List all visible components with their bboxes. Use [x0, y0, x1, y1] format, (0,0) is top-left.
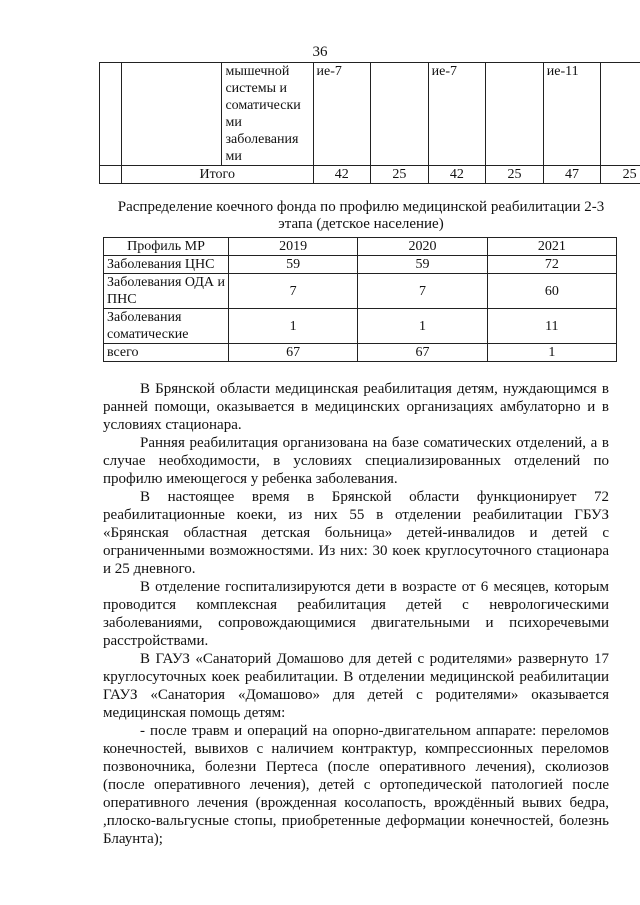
- profile-line: соматически: [225, 98, 301, 113]
- profile-cell: Заболевания ОДА и ПНС: [104, 274, 229, 309]
- section-title: Распределение коечного фонда по профилю медицинской реабилитации 2-3 этапа (детское население): [117, 199, 605, 232]
- column-header: Профиль МР: [104, 238, 229, 256]
- value-cell: 72: [487, 256, 616, 274]
- total-row: [100, 166, 640, 184]
- paragraph: В отделение госпитализируются дети в возрасте от 6 месяцев, которым проводится комплексная реабилитация детей с неврологическими заболеваниями, сопровождающимися двигательными и психоречевыми расстройствами.: [103, 579, 609, 649]
- profile-cell: Заболевания соматические: [104, 309, 229, 344]
- profile-cell: [222, 63, 313, 166]
- table-row: [104, 309, 617, 344]
- value-cell: 7: [358, 274, 487, 309]
- table-cell: [486, 63, 544, 166]
- total-value: 47: [543, 166, 601, 184]
- table-row: [104, 256, 617, 274]
- profile-line: мышечной: [225, 64, 290, 79]
- value-cell: 1: [358, 309, 487, 344]
- profile-line: ми: [225, 115, 242, 130]
- value-cell: 1: [487, 344, 616, 362]
- list-paragraph: - после травм и операций на опорно-двигательном аппарате: переломов конечностей, вывихов с наличием контрактур, компрессионных переломов позвоночника, болезни Пертеса (после оперативного лечения), сколиозов (после оперативного лечения), детей с ортопедической патологией после оперативного лечения (врожденная косолапость, врождённый вывих бедра, ,плоско-вальгусные стопы, приобретенные деформации конечностей, болезнь Блаунта);: [103, 723, 609, 847]
- profile-cell: Заболевания ЦНС: [104, 256, 229, 274]
- paragraph: В ГАУЗ «Санаторий Домашово для детей с родителями» развернуто 17 круглосуточных коек реабилитации. В отделении медицинской реабилитации ГАУЗ «Санатория «Домашово» для детей с родителями» оказывается медицинская помощь детям:: [103, 651, 609, 721]
- paragraph: Ранняя реабилитация организована на базе соматических отделений, а в случае необходимости, в условиях специализированных отделений по профилю имеющегося у ребенка заболевания.: [103, 435, 609, 487]
- column-header: 2021: [487, 238, 616, 256]
- table-cell: [601, 63, 640, 166]
- value-cell: 60: [487, 274, 616, 309]
- value-cell: 59: [229, 256, 358, 274]
- total-value: 25: [371, 166, 429, 184]
- rehab-table-continuation: [99, 62, 640, 184]
- table-header-row: [104, 238, 617, 256]
- column-header: 2019: [229, 238, 358, 256]
- table-cell: ие-7: [313, 63, 371, 166]
- total-value: 25: [601, 166, 640, 184]
- table-cell: [100, 63, 122, 166]
- value-cell: 1: [229, 309, 358, 344]
- profile-line: заболевания: [225, 132, 299, 147]
- paragraph: В Брянской области медицинская реабилитация детям, нуждающимся в ранней помощи, оказывается в медицинских организациях амбулаторно и в условиях стационара.: [103, 381, 609, 433]
- profile-cell: всего: [104, 344, 229, 362]
- table-cell: ие-7: [428, 63, 486, 166]
- paragraph: В настоящее время в Брянской области функционирует 72 реабилитационные коеки, из них 55 в отделении реабилитации ГБУЗ «Брянская областная детская больница» детей-инвалидов и детей с ограниченными возможностями. Из них: 30 коек круглосуточного стационара и 25 дневного.: [103, 489, 609, 577]
- total-value: 25: [486, 166, 544, 184]
- page-number: 36: [312, 44, 328, 60]
- profile-line: системы и: [225, 81, 287, 96]
- table-row: [104, 344, 617, 362]
- bed-distribution-table: [103, 237, 617, 362]
- table-cell: [100, 166, 122, 184]
- body-text: [103, 380, 609, 848]
- total-value: 42: [428, 166, 486, 184]
- total-value: 42: [313, 166, 371, 184]
- value-cell: 59: [358, 256, 487, 274]
- value-cell: 67: [229, 344, 358, 362]
- value-cell: 67: [358, 344, 487, 362]
- value-cell: 11: [487, 309, 616, 344]
- value-cell: 7: [229, 274, 358, 309]
- column-header: 2020: [358, 238, 487, 256]
- table-cell: [121, 63, 221, 166]
- table-cell: [371, 63, 429, 166]
- total-label: Итого: [121, 166, 313, 184]
- table-row: [104, 274, 617, 309]
- table-row: [100, 63, 640, 166]
- table-cell: ие-11: [543, 63, 601, 166]
- profile-line: ми: [225, 149, 242, 164]
